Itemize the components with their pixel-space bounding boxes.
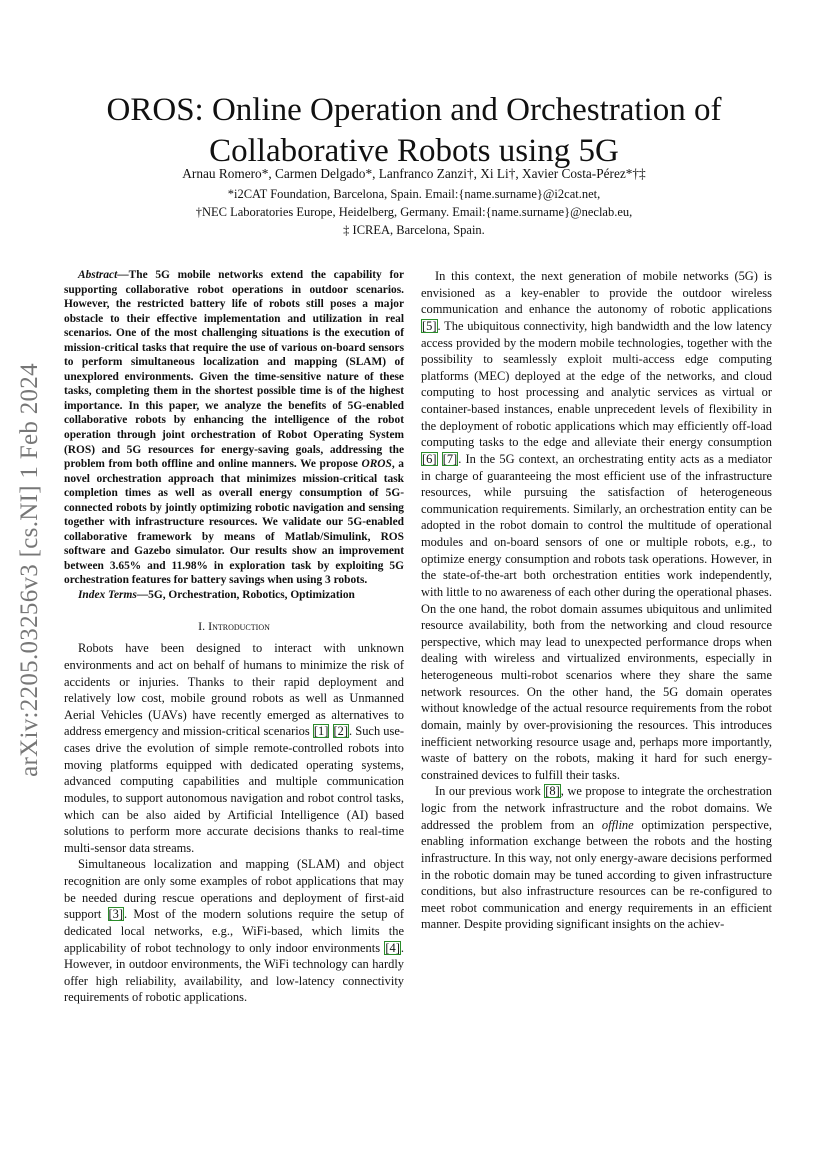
abstract-text-cont: , a novel orchestration approach that minimizes mission-critical task completion times as well as overall energy consumption of 5G-connected robots by jointly optimizing robotic navigation and sensing together with infrastructure resources. We validate our 5G-enabled collaborative framework by means of Matlab/Simulink, ROS software and Gazebo simulator. Our results show an improvement between 3.65% and 11.98% in exploration task by exploiting 5G orchestration features for battery savings when using 3 robots.	[64, 458, 404, 587]
citation-link[interactable]: [6]	[422, 451, 437, 466]
left-column	[64, 268, 404, 1006]
right-column	[421, 268, 772, 933]
affiliation-2: †NEC Laboratories Europe, Heidelberg, Germany. Email:{name.surname}@neclab.eu,	[195, 205, 633, 219]
section-heading-introduction: I. Introduction	[198, 618, 270, 633]
oros-name: OROS	[361, 458, 392, 471]
citation-link[interactable]: [8]	[545, 784, 560, 799]
index-terms-label: Index Terms	[78, 589, 137, 602]
citation-link[interactable]: [5]	[422, 318, 437, 333]
intro-paragraph-2: Simultaneous localization and mapping (SLAM) and object recognition are only some examples of robot applications that may be needed during rescue operations and deployment of first-aid support [3]. Most of the modern solutions require the setup of dedicated local networks, e.g., WiFi-based, which limits the applicability of robot technology to only indoor environments [4]. However, in outdoor environments, the WiFi technology can hardly offer high reliability, availability, and low-latency connectivity requirements of robotic applications.	[64, 857, 404, 1005]
abstract	[64, 268, 404, 588]
affiliation-1: *i2CAT Foundation, Barcelona, Spain. Email:{name.surname}@i2cat.net,	[227, 187, 601, 201]
intro-paragraph-3: In this context, the next generation of mobile networks (5G) is envisioned as a key-enabler to provide the outdoor wireless communication and enhance the autonomy of robotic applications [5]. The ubiquitous connectivity, high bandwidth and the low latency access provided by the modern mobile technologies, together with the possibility to seamlessly exploit multi-access edge computing platforms (MEC) deployed at the edge of the networks, and cloud computing to host processing and analytic services as virtual or container-based instances, enable unprecedent levels of flexibility in the deployment of robotic applications which may efficiently off-load computing tasks to the edge and alleviate their energy consumption [6] [7]. In the 5G context, an orchestrating entity acts as a mediator in charge of guaranteeing the most efficient use of the infrastructure resources, while pursuing the satisfaction of heterogeneous communication requirements. Similarly, an orchestration entity can be adopted in the robot domain to control the multitude of operational modules and on-board sensors of one or multiple robots, e.g., to optimize energy consumption and robots task operations. However, in the state-of-the-art both orchestration entities work independently, with little to no awareness of each other during the operational phases. On the one hand, the robot domain assumes ubiquitous and unlimited resource availability, both from the networking and cloud resource perspective, which may lead to unexpected performance drops when dealing with wireless and virtualized environments, especially in heterogeneous multi-robot scenarios where they share the same network resources. On the other hand, the 5G domain operates without knowledge of the actual resource requirements from the robot domain, mainly by over-provisioning the resources. This introduces inefficient networking resource usage and, perhaps more importantly, waste of battery on the robots, making it hard for such energy-constrained devices to fulfill their tasks.	[421, 269, 773, 782]
author-list: Arnau Romero*, Carmen Delgado*, Lanfranco Zanzi†, Xi Li†, Xavier Costa-Pérez*†‡	[182, 166, 646, 181]
intro-paragraph-1: Robots have been designed to interact with unknown environments and act on behalf of humans to minimize the risk of accidents or injuries. Thanks to their rapid deployment and relatively low cost, mobile ground robots as well as Unmanned Aerial Vehicles (UAVs) have recently emerged as alternatives to address emergency and mission-critical scenarios [1] [2]. Such use-cases drive the evolution of simple remote-controlled robots into moving platforms equipped with dedicated operating systems, advanced computing capabilities and multiple communication modules, to support autonomous navigation and robot control tasks, which can be also aided by Artificial Intelligence (AI) based solutions to perform more accurate decisions thanks to real-time multi-sensor data streams.	[64, 641, 405, 855]
abstract-text: —The 5G mobile networks extend the capability for supporting collaborative robot operations in outdoor scenarios. However, the restricted battery life of robots still poses a major obstacle to their effective implementation and utilization in real scenarios. One of the most challenging situations is the execution of mission-critical tasks that require the use of various on-board sensors to perform simultaneous localization and mapping (SLAM) of unexplored environments. Given the time-sensitive nature of these tasks, completing them in the shortest possible time is of the highest importance. In this paper, we analyze the benefits of 5G-enabled collaborative robots by enhancing the intelligence of the robot operation through joint orchestration of Robot Operating System (ROS) and 5G resources for energy-saving goals, addressing the problem from both offline and online manners. We propose	[64, 269, 404, 471]
paper-title: OROS: Online Operation and Orchestration of Collaborative Robots using 5G	[106, 92, 722, 170]
abstract-label: Abstract	[78, 269, 118, 281]
citation-link[interactable]: [1]	[313, 724, 329, 739]
index-terms	[64, 588, 404, 603]
citation-link[interactable]: [4]	[385, 940, 400, 955]
affiliation-3: ‡ ICREA, Barcelona, Spain.	[343, 223, 485, 237]
citation-link[interactable]: [3]	[108, 907, 124, 922]
citation-link[interactable]: [2]	[333, 724, 349, 739]
arxiv-stamp	[4, 290, 56, 850]
emphasis-offline: offline	[601, 817, 634, 832]
index-terms-text: —5G, Orchestration, Robotics, Optimization	[136, 589, 355, 602]
intro-paragraph-4: In our previous work [8], we propose to integrate the orchestration logic from the network infrastructure and the robot domains. We addressed the problem from an offline optimization perspective, enabling information exchange between the robots and the hosting infrastructure. In this way, not only energy-aware decisions performed in the robotic domain may be tuned according to given infrastructure conditions, but also infrastructure resources can be re-configured to meet robot communication and energy requirements in an efficient manner. Despite providing significant insights on the achiev-	[421, 784, 772, 932]
citation-link[interactable]: [7]	[442, 451, 458, 466]
arxiv-identifier: arXiv:2205.03256v3 [cs.NI] 1 Feb 2024	[16, 363, 43, 777]
